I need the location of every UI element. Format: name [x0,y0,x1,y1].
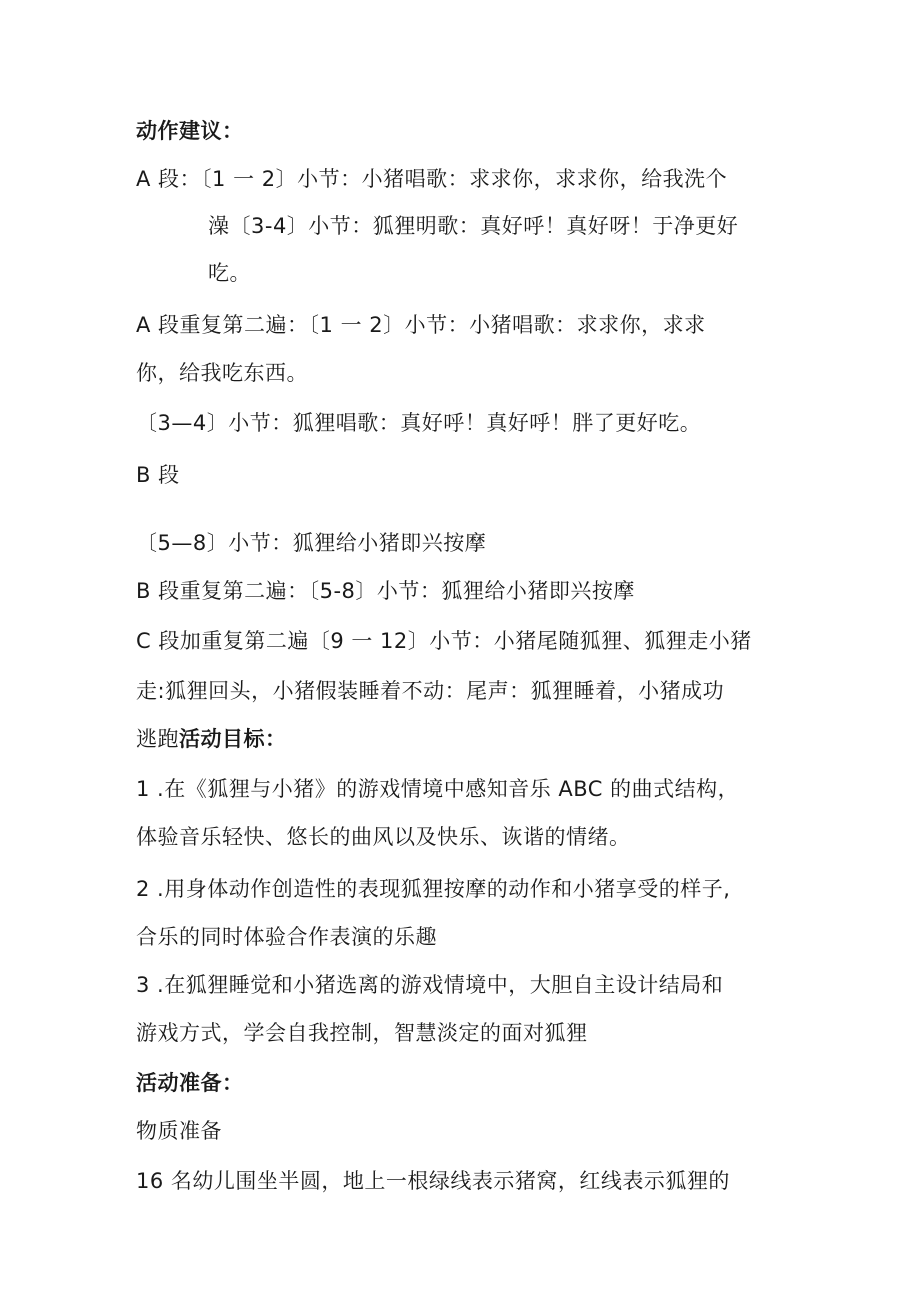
heading-action-suggestions: 动作建议： [136,119,244,143]
goal-item-3: 3 .在狐狸睡觉和小猪选离的游戏情境中，大胆自主设计结局和 [136,973,724,997]
goal-item-1: 1 .在《狐狸与小猪》的游戏情境中感知音乐 ABC 的曲式结构， [136,777,740,801]
paragraph-line: 合乐的同时体验合作表演的乐趣 [136,925,437,949]
paragraph-line: B 段重复第二遍：〔5-8〕小节：狐狸给小猪即兴按摩 [136,579,635,603]
section-label-b: B 段 [136,463,180,487]
paragraph-line: 你，给我吃东西。 [136,361,308,385]
subheading-material-preparation: 物质准备 [136,1119,222,1143]
paragraph-line: 吃。 [208,261,251,285]
paragraph-line: 走:狐狸回头，小猪假装睡着不动：尾声：狐狸睡着，小猪成功 [136,679,725,703]
paragraph-line: C 段加重复第二遍〔9 一 12〕小节：小猪尾随狐狸、狐狸走小猪 [136,629,752,653]
paragraph-text: 逃跑 [136,727,179,751]
paragraph-line: A 段重复第二遍：〔1 一 2〕小节：小猪唱歌：求求你，求求 [136,313,706,337]
heading-activity-goals: 活动目标： [179,727,287,751]
paragraph-line: 〔5—8〕小节：狐狸给小猪即兴按摩 [136,531,487,555]
heading-activity-preparation: 活动准备： [136,1071,244,1095]
paragraph-line: 体验音乐轻快、悠长的曲风以及快乐、诙谐的情绪。 [136,825,631,849]
paragraph-line: 澡〔3-4〕小节：狐狸明歌：真好呼！真好呀！于净更好 [208,214,739,238]
goal-item-2: 2 .用身体动作创造性的表现狐狸按摩的动作和小猪享受的样子, [136,877,731,901]
paragraph-line: 16 名幼儿围坐半圆，地上一根绿线表示猪窝，红线表示狐狸的 [136,1169,730,1193]
paragraph-line: 〔3—4〕小节：狐狸唱歌：真好呼！真好呼！胖了更好吃。 [136,411,702,435]
paragraph-line: A 段：〔1 一 2〕小节：小猪唱歌：求求你，求求你，给我洗个 [136,167,728,191]
paragraph-line-with-heading [136,724,287,754]
paragraph-line: 游戏方式，学会自我控制，智慧淡定的面对狐狸 [136,1021,588,1045]
